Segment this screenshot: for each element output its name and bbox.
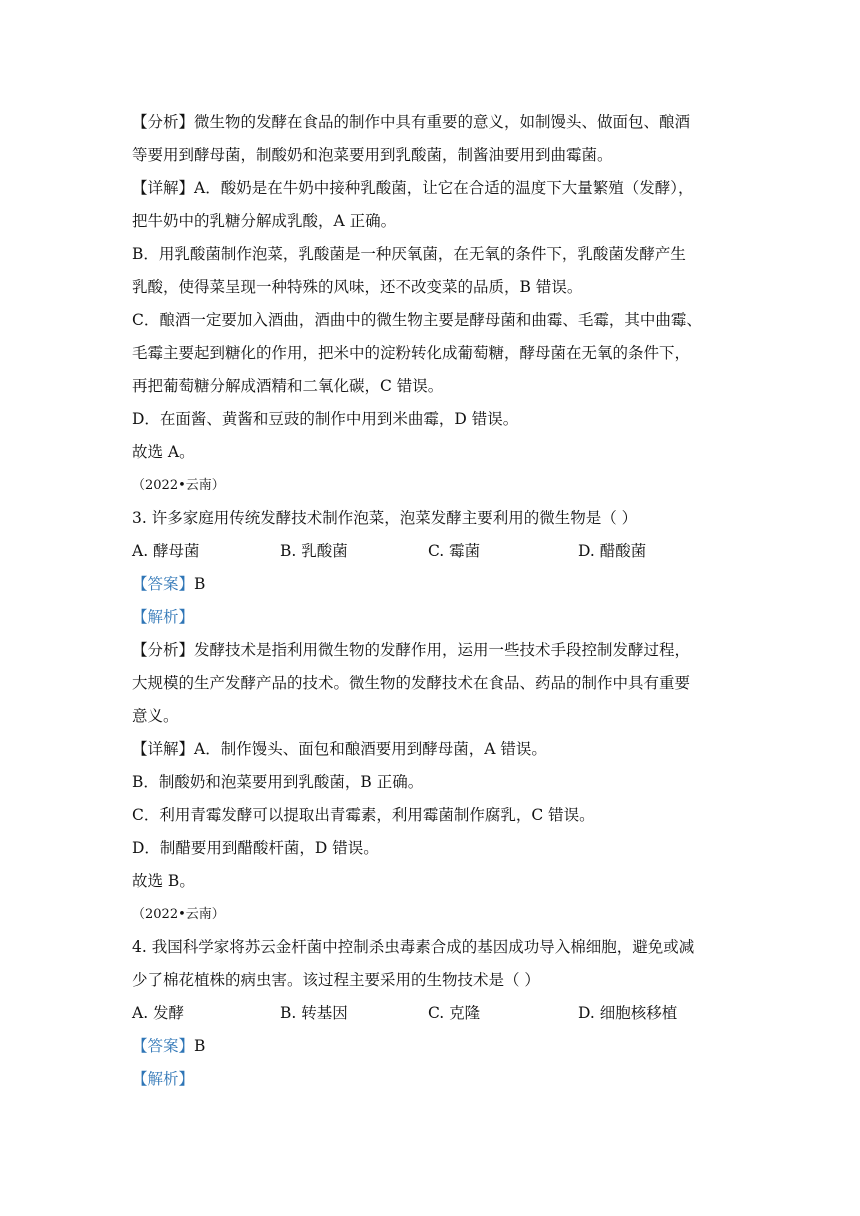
q4-source: （2022•云南） <box>132 907 225 922</box>
q3-options <box>132 535 732 568</box>
jiexi-tag: 【解析】 <box>132 1070 195 1088</box>
q3-option-b: B. 乳酸菌 <box>280 542 348 560</box>
analysis-tag: 【分析】 <box>132 641 195 659</box>
q4-jiexi <box>132 1063 732 1096</box>
option-b-explanation: B．用乳酸菌制作泡菜，乳酸菌是一种厌氧菌，在无氧的条件下，乳酸菌发酵产生 乳酸，使得菜呈现一种特殊的风味，还不改变菜的品质，B 错误。 <box>132 245 686 296</box>
q3-jiexi <box>132 601 732 634</box>
q3-stem: 3. 许多家庭用传统发酵技术制作泡菜，泡菜发酵主要利用的微生物是（ ） <box>132 509 638 527</box>
q4-stem: 4. 我国科学家将苏云金杆菌中控制杀虫毒素合成的基因成功导入棉细胞，避免或减 少了棉花植株的病虫害。该过程主要采用的生物技术是（ ） <box>132 938 695 989</box>
q4-option-b: B. 转基因 <box>280 1004 348 1022</box>
answer-tag: 【答案】 <box>132 575 195 593</box>
q4-options <box>132 997 732 1030</box>
answer-tag: 【答案】 <box>132 1037 195 1055</box>
analysis-tag: 【分析】 <box>132 113 195 131</box>
option-c-explanation: C．酿酒一定要加入酒曲，酒曲中的微生物主要是酵母菌和曲霉、毛霉，其中曲霉、 毛霉主要起到糖化的作用，把米中的淀粉转化成葡萄糖，酵母菌在无氧的条件下， 再把葡萄糖分解成酒精和二氧化碳，C 错误。 <box>132 311 702 395</box>
jiexi-tag: 【解析】 <box>132 608 195 626</box>
q3-answer: 【答案】B <box>132 575 206 593</box>
q3-analysis: 【分析】发酵技术是指利用微生物的发酵作用，运用一些技术手段控制发酵过程， 大规模的生产发酵产品的技术。微生物的发酵技术在食品、药品的制作中具有重要 意义。 <box>132 641 691 725</box>
q3-option-d: D. 醋酸菌 <box>578 542 647 560</box>
q4-answer: 【答案】B <box>132 1037 206 1055</box>
q4-option-d: D. 细胞核移植 <box>578 1004 678 1022</box>
q3-detail: 【详解】A．制作馒头、面包和酿酒要用到酵母菌，A 错误。 B．制酸奶和泡菜要用到乳酸菌，B 正确。 C．利用青霉发酵可以提取出青霉素，利用霉菌制作腐乳，C 错误。 D．制醋要用到醋酸杆菌，D 错误。 故选 B。 <box>132 740 595 890</box>
q3-option-c: C. 霉菌 <box>428 542 481 560</box>
document-page <box>132 106 732 1096</box>
option-d-explanation: D．在面酱、黄酱和豆豉的制作中用到米曲霉，D 错误。 <box>132 410 519 428</box>
detail-tag: 【详解】 <box>132 179 195 197</box>
q4-option-c: C. 克隆 <box>428 1004 481 1022</box>
q4-option-a: A. 发酵 <box>132 1004 185 1022</box>
detail-paragraph: 【详解】A．酸奶是在牛奶中接种乳酸菌，让它在合适的温度下大量繁殖（发酵）， 把牛奶中的乳糖分解成乳酸，A 正确。 <box>132 179 694 230</box>
q3-option-a: A. 酵母菌 <box>132 542 200 560</box>
analysis-paragraph: 【分析】微生物的发酵在食品的制作中具有重要的意义，如制馒头、做面包、酿酒 等要用到酵母菌，制酸奶和泡菜要用到乳酸菌，制酱油要用到曲霉菌。 <box>132 113 691 164</box>
q3-source: （2022•云南） <box>132 478 225 493</box>
detail-tag: 【详解】 <box>132 740 195 758</box>
final-choice: 故选 A。 <box>132 443 195 461</box>
